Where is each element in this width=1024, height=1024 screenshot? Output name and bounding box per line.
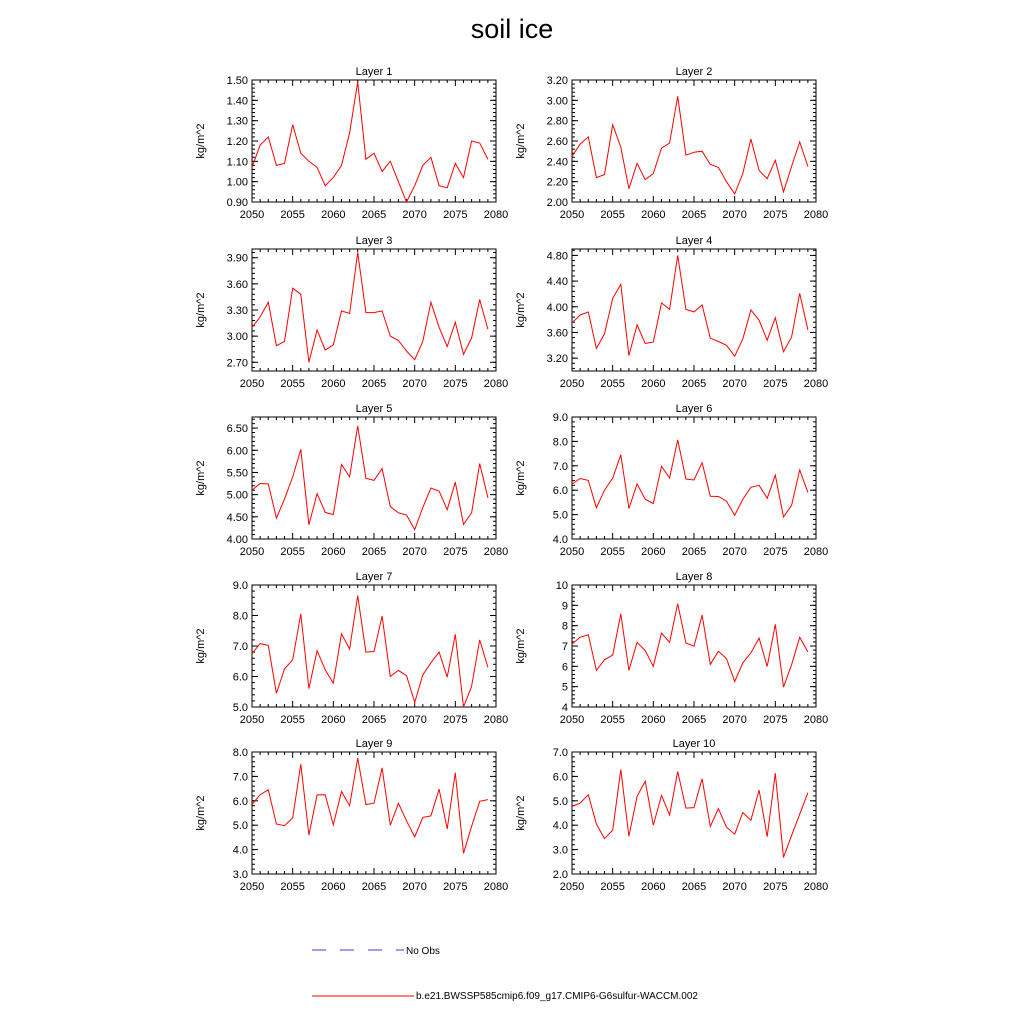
panel-layer-8 [515, 571, 828, 726]
x-tick-label: 2075 [763, 881, 788, 893]
x-tick-label: 2060 [321, 546, 346, 558]
panel-title: Layer 4 [675, 235, 713, 247]
x-tick-label: 2055 [600, 714, 625, 726]
y-tick-label: 2.20 [546, 176, 568, 189]
x-tick-label: 2050 [239, 881, 265, 893]
x-tick-label: 2070 [402, 546, 427, 558]
panel-title: Layer 2 [675, 66, 713, 78]
plot-frame [572, 417, 816, 539]
y-tick-label: 3.60 [546, 327, 568, 340]
y-tick-label: 2.40 [546, 156, 568, 169]
y-tick-label: 5 [561, 681, 568, 694]
x-tick-label: 2055 [280, 714, 305, 726]
y-tick-label: 5.00 [226, 489, 248, 502]
x-tick-label: 2060 [321, 378, 346, 390]
x-tick-label: 2065 [361, 881, 387, 893]
x-tick-label: 2070 [722, 209, 747, 221]
x-tick-label: 2070 [722, 881, 747, 893]
x-tick-label: 2080 [483, 378, 509, 390]
y-tick-label: 3.00 [546, 95, 568, 108]
x-tick-label: 2075 [443, 546, 468, 558]
x-tick-label: 2055 [600, 209, 625, 221]
x-tick-label: 2050 [559, 378, 585, 390]
x-tick-label: 2055 [280, 209, 305, 221]
x-tick-label: 2065 [681, 881, 707, 893]
y-tick-label: 1.10 [226, 156, 248, 169]
y-tick-label: 2.0 [552, 869, 568, 881]
legend-obs-label: No Obs [406, 946, 440, 957]
panel-title: Layer 7 [355, 571, 393, 583]
x-tick-label: 2065 [361, 546, 387, 558]
x-tick-label: 2070 [402, 881, 427, 893]
y-tick-label: 2.00 [546, 197, 568, 209]
x-tick-label: 2080 [803, 546, 829, 558]
plot-frame [572, 249, 816, 371]
panel-title: Layer 6 [675, 403, 713, 415]
x-tick-label: 2060 [321, 881, 346, 893]
y-tick-label: 1.20 [226, 136, 248, 148]
y-tick-label: 1.50 [226, 75, 248, 87]
x-tick-label: 2080 [803, 209, 829, 221]
panel-layer-3 [195, 235, 508, 390]
x-tick-label: 2060 [641, 378, 666, 390]
x-tick-label: 2075 [763, 209, 788, 221]
x-tick-label: 2075 [443, 209, 468, 221]
y-tick-label: 4.0 [232, 844, 248, 857]
x-tick-label: 2080 [483, 714, 509, 726]
x-tick-label: 2060 [321, 714, 346, 726]
x-tick-label: 2075 [443, 378, 468, 390]
y-tick-label: 6.00 [226, 445, 248, 458]
x-tick-label: 2080 [483, 546, 509, 558]
y-tick-label: 9 [561, 600, 568, 613]
x-tick-label: 2080 [803, 881, 829, 893]
y-tick-label: 3.20 [546, 353, 568, 366]
panel-layer-2 [515, 66, 828, 221]
panel-title: Layer 3 [355, 235, 393, 247]
plot-frame [572, 80, 816, 202]
x-tick-label: 2070 [402, 209, 427, 221]
y-axis-label: kg/m^2 [195, 795, 207, 831]
x-tick-label: 2075 [443, 714, 468, 726]
y-tick-label: 3.90 [226, 252, 248, 265]
panel-layer-7 [195, 571, 508, 726]
y-axis-label: kg/m^2 [195, 123, 207, 159]
y-tick-label: 8 [561, 620, 568, 633]
y-tick-label: 5.0 [552, 795, 568, 808]
y-tick-label: 4.0 [552, 820, 568, 833]
y-axis-label: kg/m^2 [195, 460, 207, 496]
x-tick-label: 2065 [681, 714, 707, 726]
y-tick-label: 3.00 [226, 331, 248, 344]
y-tick-label: 8.0 [232, 747, 248, 759]
panel-title: Layer 9 [355, 738, 393, 750]
x-tick-label: 2070 [722, 714, 747, 726]
y-tick-label: 3.0 [552, 844, 568, 857]
y-axis-label: kg/m^2 [515, 460, 527, 496]
y-tick-label: 10 [555, 580, 568, 592]
x-tick-label: 2060 [641, 714, 666, 726]
x-tick-label: 2075 [763, 546, 788, 558]
y-axis-label: kg/m^2 [515, 292, 527, 328]
y-tick-label: 7.0 [552, 460, 568, 473]
panel-title: Layer 5 [355, 403, 393, 415]
x-tick-label: 2065 [361, 714, 387, 726]
panel-title: Layer 8 [675, 571, 713, 583]
y-tick-label: 7.0 [232, 641, 248, 653]
y-tick-label: 3.0 [232, 869, 248, 881]
x-tick-label: 2050 [239, 714, 265, 726]
y-tick-label: 5.0 [232, 820, 248, 833]
y-tick-label: 7.0 [552, 747, 568, 759]
x-tick-label: 2065 [681, 209, 707, 221]
plot-frame [252, 585, 496, 707]
y-axis-label: kg/m^2 [515, 795, 527, 831]
x-tick-label: 2055 [280, 881, 305, 893]
series-line [572, 770, 808, 858]
x-tick-label: 2065 [681, 378, 707, 390]
legend-model-label: b.e21.BWSSP585cmip6.f09_g17.CMIP6-G6sulfur-WACCM.002 [416, 991, 698, 1002]
y-tick-label: 6.0 [552, 771, 568, 784]
x-tick-label: 2070 [402, 378, 427, 390]
panel-title: Layer 10 [672, 738, 716, 750]
x-tick-label: 2070 [722, 546, 747, 558]
y-tick-label: 4.00 [546, 301, 568, 314]
panel-layer-1 [195, 66, 508, 221]
x-tick-label: 2050 [239, 378, 265, 390]
x-tick-label: 2050 [559, 546, 585, 558]
y-tick-label: 5.0 [232, 702, 248, 714]
x-tick-label: 2075 [443, 881, 468, 893]
x-tick-label: 2060 [641, 209, 666, 221]
x-tick-label: 2060 [641, 546, 666, 558]
y-tick-label: 3.20 [546, 75, 568, 87]
series-line [252, 82, 488, 202]
x-tick-label: 2065 [361, 378, 387, 390]
y-tick-label: 6.0 [232, 671, 248, 684]
x-tick-label: 2075 [763, 378, 788, 390]
x-tick-label: 2050 [559, 714, 585, 726]
main-title: soil ice [470, 14, 554, 44]
x-tick-label: 2065 [681, 546, 707, 558]
x-tick-label: 2080 [803, 378, 829, 390]
y-tick-label: 0.90 [226, 197, 248, 209]
y-tick-label: 6.50 [226, 423, 248, 436]
x-tick-label: 2055 [600, 881, 625, 893]
panel-layer-5 [195, 403, 508, 558]
panel-layer-6 [515, 403, 828, 558]
y-tick-label: 7.0 [232, 771, 248, 784]
x-tick-label: 2080 [483, 209, 509, 221]
series-line [572, 96, 808, 194]
y-tick-label: 5.50 [226, 467, 248, 480]
x-tick-label: 2050 [559, 209, 585, 221]
y-tick-label: 4.00 [226, 534, 248, 546]
y-tick-label: 1.00 [226, 176, 248, 189]
y-tick-label: 6 [561, 661, 568, 674]
y-tick-label: 8.0 [232, 610, 248, 623]
y-tick-label: 7 [561, 641, 568, 653]
panel-layer-4 [515, 235, 828, 390]
plot-frame [252, 249, 496, 371]
panel-title: Layer 1 [355, 66, 393, 78]
series-line [252, 426, 488, 530]
x-tick-label: 2070 [722, 378, 747, 390]
y-tick-label: 4.0 [552, 534, 568, 546]
x-tick-label: 2080 [803, 714, 829, 726]
x-tick-label: 2055 [600, 546, 625, 558]
x-tick-label: 2060 [641, 881, 666, 893]
x-tick-label: 2080 [483, 881, 509, 893]
x-tick-label: 2050 [559, 881, 585, 893]
y-tick-label: 2.70 [226, 357, 248, 370]
panel-layer-10 [515, 738, 828, 893]
y-tick-label: 9.0 [232, 580, 248, 592]
series-line [572, 255, 808, 356]
x-tick-label: 2070 [402, 714, 427, 726]
y-tick-label: 1.30 [226, 115, 248, 128]
x-tick-label: 2055 [600, 378, 625, 390]
y-axis-label: kg/m^2 [515, 123, 527, 159]
y-tick-label: 2.60 [546, 136, 568, 148]
series-line [252, 758, 488, 853]
y-tick-label: 4 [561, 702, 568, 714]
series-line [252, 253, 488, 363]
x-tick-label: 2065 [361, 209, 387, 221]
series-line [572, 440, 808, 517]
y-tick-label: 5.0 [552, 509, 568, 522]
plot-frame [252, 417, 496, 539]
y-tick-label: 9.0 [552, 412, 568, 424]
y-tick-label: 1.40 [226, 95, 248, 108]
y-axis-label: kg/m^2 [195, 628, 207, 664]
x-tick-label: 2060 [321, 209, 346, 221]
panel-layer-9 [195, 738, 508, 893]
x-tick-label: 2055 [280, 378, 305, 390]
y-tick-label: 4.50 [226, 511, 248, 524]
y-tick-label: 4.40 [546, 276, 568, 289]
x-tick-label: 2055 [280, 546, 305, 558]
series-line [572, 604, 808, 687]
plot-frame [252, 80, 496, 202]
y-tick-label: 4.80 [546, 250, 568, 263]
x-tick-label: 2075 [763, 714, 788, 726]
x-tick-label: 2050 [239, 209, 265, 221]
y-tick-label: 6.0 [552, 485, 568, 498]
y-tick-label: 2.80 [546, 115, 568, 128]
y-tick-label: 8.0 [552, 436, 568, 449]
y-tick-label: 3.30 [226, 305, 248, 317]
y-axis-label: kg/m^2 [515, 628, 527, 664]
y-tick-label: 3.60 [226, 278, 248, 291]
x-tick-label: 2050 [239, 546, 265, 558]
series-line [252, 596, 488, 707]
y-axis-label: kg/m^2 [195, 292, 207, 328]
y-tick-label: 6.0 [232, 795, 248, 808]
